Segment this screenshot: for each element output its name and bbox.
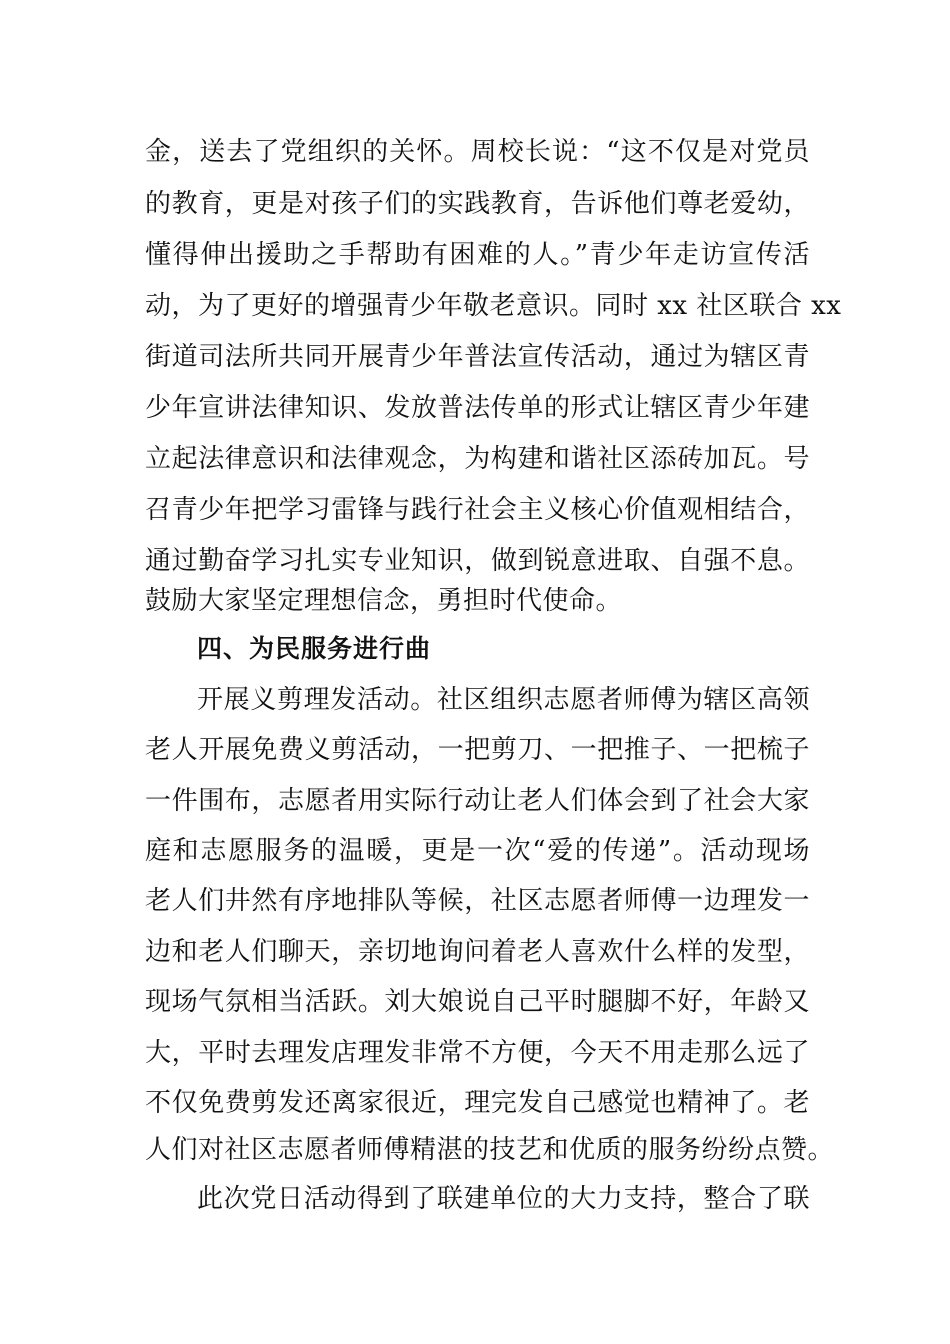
body-text-line: 街道司法所共同开展青少年普法宣传活动，通过为辖区青 bbox=[145, 342, 810, 372]
body-text-line: 此次党日活动得到了联建单位的大力支持，整合了联 bbox=[197, 1184, 810, 1214]
section-heading: 四、为民服务进行曲 bbox=[197, 634, 432, 663]
body-text-line: 召青少年把学习雷锋与践行社会主义核心价值观相结合， bbox=[145, 495, 810, 525]
body-text-line: 开展义剪理发活动。社区组织志愿者师傅为辖区高领 bbox=[197, 685, 810, 715]
body-text-line: 一件围布，志愿者用实际行动让老人们体会到了社会大家 bbox=[145, 786, 810, 816]
body-text-line: 大，平时去理发店理发非常不方便，今天不用走那么远了 bbox=[145, 1038, 810, 1068]
body-text-line: 动，为了更好的增强青少年敬老意识。同时 xx 社区联合 xx bbox=[145, 291, 842, 321]
body-text-line: 现场气氛相当活跃。刘大娘说自己平时腿脚不好，年龄又 bbox=[145, 987, 810, 1017]
body-text-line: 的教育，更是对孩子们的实践教育，告诉他们尊老爱幼， bbox=[145, 189, 810, 219]
body-text-line: 少年宣讲法律知识、发放普法传单的形式让辖区青少年建 bbox=[145, 393, 810, 423]
body-text-line: 边和老人们聊天，亲切地询问着老人喜欢什么样的发型， bbox=[145, 937, 810, 967]
body-text-line: 立起法律意识和法律观念，为构建和谐社区添砖加瓦。号 bbox=[145, 444, 810, 474]
body-text-line: 老人们井然有序地排队等候，社区志愿者师傅一边理发一 bbox=[145, 886, 810, 916]
body-text-line: 庭和志愿服务的温暖，更是一次“爱的传递”。活动现场 bbox=[145, 836, 810, 866]
body-text-line: 通过勤奋学习扎实专业知识，做到锐意进取、自强不息。 bbox=[145, 546, 810, 576]
body-text-line: 鼓励大家坚定理想信念，勇担时代使命。 bbox=[145, 586, 623, 616]
body-text-line: 金，送去了党组织的关怀。周校长说：“这不仅是对党员 bbox=[145, 137, 810, 167]
body-text-line: 懂得伸出援助之手帮助有困难的人。”青少年走访宣传活 bbox=[145, 240, 810, 270]
body-text-line: 老人开展免费义剪活动，一把剪刀、一把推子、一把梳子 bbox=[145, 735, 810, 765]
body-text-line: 人们对社区志愿者师傅精湛的技艺和优质的服务纷纷点赞。 bbox=[145, 1135, 835, 1165]
body-text-line: 不仅免费剪发还离家很近，理完发自己感觉也精神了。老 bbox=[145, 1088, 810, 1118]
